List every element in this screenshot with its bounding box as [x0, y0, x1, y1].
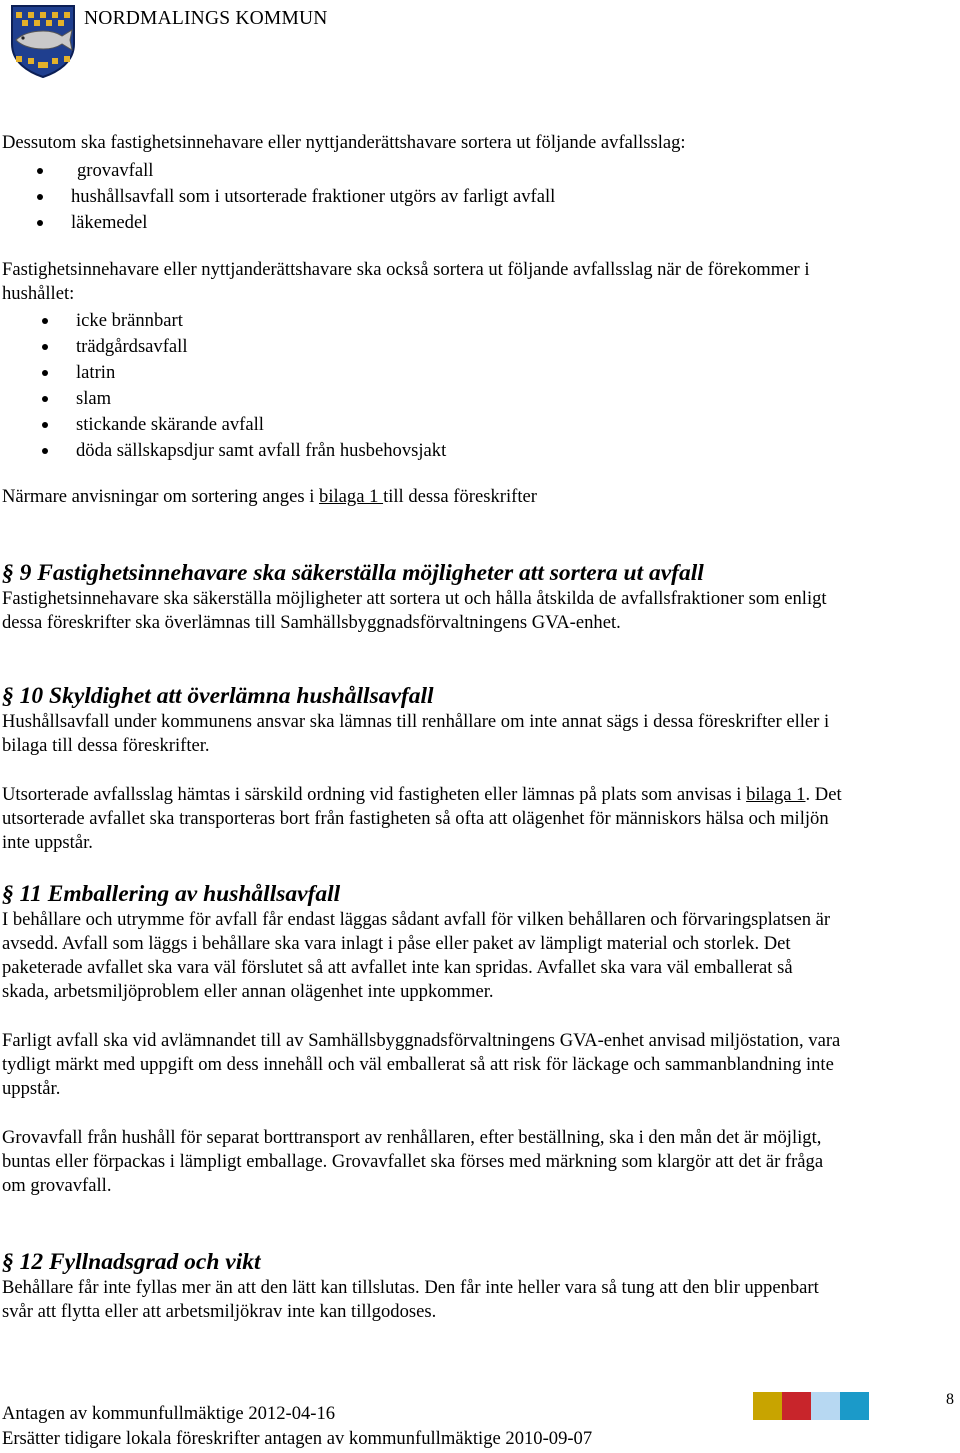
intro-paragraph: Dessutom ska fastighetsinnehavare eller nyttjanderättshavare sortera ut följande avfallsslag: — [2, 132, 686, 153]
organization-name: NORDMALINGS KOMMUN — [84, 8, 328, 29]
bilaga-1-link[interactable]: bilaga 1 — [319, 486, 384, 507]
section-9-heading: § 9 Fastighetsinnehavare ska säkerställa möjligheter att sortera ut avfall — [2, 560, 704, 586]
sorting-instructions-note: Närmare anvisningar om sortering anges i bilaga 1 till dessa föreskrifter — [2, 486, 537, 507]
list-item: latrin — [0, 360, 950, 386]
bullet-icon — [37, 168, 43, 174]
color-block-light-blue — [811, 1392, 840, 1420]
color-block-gold — [753, 1392, 782, 1420]
bullet-icon — [37, 220, 43, 226]
list-item: slam — [0, 386, 950, 412]
section-11-paragraph-2: Farligt avfall ska vid avlämnandet till av Samhällsbyggnadsförvaltningens GVA-enhet anvisad miljöstation, vara tydligt märkt med uppgift om dess innehåll och väl emballerat så att risk för läckage och sammanblandning inte uppstår. — [2, 1030, 841, 1099]
bullet-icon — [42, 422, 48, 428]
footer-replaces-note: Ersätter tidigare lokala föreskrifter antagen av kommunfullmäktige 2010-09-07 — [2, 1428, 593, 1449]
list-item: icke brännbart — [0, 308, 950, 334]
section-10-paragraph-1: Hushållsavfall under kommunens ansvar ska lämnas till renhållare om inte annat sägs i dessa föreskrifter eller i bilaga till dessa föreskrifter. — [2, 711, 830, 756]
sorting-list-additional — [0, 308, 950, 464]
section-11-paragraph-3: Grovavfall från hushåll för separat borttransport av renhållaren, efter beställning, ska i den mån det är möjligt, buntas eller förpackas i lämpligt emballage. Grovavfallet ska förses med märkning som klargör att det är fråga om grovavfall. — [2, 1127, 824, 1196]
section-10-heading: § 10 Skyldighet att överlämna hushållsavfall — [2, 683, 434, 709]
section-11-heading: § 11 Emballering av hushållsavfall — [2, 881, 341, 907]
list-item: stickande skärande avfall — [0, 412, 950, 438]
bullet-icon — [42, 370, 48, 376]
footer-adoption-date: Antagen av kommunfullmäktige 2012-04-16 — [2, 1403, 336, 1424]
page-number: 8 — [946, 1391, 954, 1408]
bullet-icon — [42, 344, 48, 350]
footer-color-bar — [753, 1392, 869, 1420]
list-item: läkemedel — [0, 210, 950, 236]
bilaga-1-link[interactable]: bilaga 1 — [746, 784, 806, 805]
additional-sorting-paragraph: Fastighetsinnehavare eller nyttjanderättshavare ska också sortera ut följande avfallsslag när de förekommer i hushållet: — [2, 259, 810, 304]
bullet-icon — [37, 194, 43, 200]
sorting-list-required — [0, 158, 950, 236]
bullet-icon — [42, 318, 48, 324]
list-item: döda sällskapsdjur samt avfall från husbehovsjakt — [0, 438, 950, 464]
list-item: hushållsavfall som i utsorterade fraktioner utgörs av farligt avfall — [0, 184, 950, 210]
list-item: trädgårdsavfall — [0, 334, 950, 360]
list-item: grovavfall — [0, 158, 950, 184]
section-10-paragraph-2: Utsorterade avfallsslag hämtas i särskild ordning vid fastigheten eller lämnas på plats som anvisas i bilaga 1. Det utsorterade avfallet ska transporteras bort från fastigheten så ofta att olägenhet för människors hälsa och miljön inte uppstår. — [2, 784, 842, 853]
section-12-heading: § 12 Fyllnadsgrad och vikt — [2, 1249, 261, 1275]
bullet-icon — [42, 396, 48, 402]
color-block-blue — [840, 1392, 869, 1420]
section-9-body: Fastighetsinnehavare ska säkerställa möjligheter att sortera ut och hålla åtskilda de avfallsfraktioner som enligt dessa föreskrifter ska överlämnas till Samhällsbyggnadsförvaltningens GVA-enhet. — [2, 588, 827, 633]
bullet-icon — [42, 448, 48, 454]
color-block-red — [782, 1392, 811, 1420]
municipal-crest-icon — [10, 4, 76, 78]
section-11-paragraph-1: I behållare och utrymme för avfall får endast läggas sådant avfall för vilken behållaren och förvaringsplatsen är avsedd. Avfall som läggs i behållare ska vara inlagt i påse eller paket av lämpligt material och storlek. Det paketerade avfallet ska vara väl förslutet så att avfallet inte kan spridas. Avfallet ska vara väl emballerat så skada, arbetsmiljöproblem eller annan olägenhet inte uppkommer. — [2, 909, 831, 1002]
section-12-body: Behållare får inte fyllas mer än att den lätt kan tillslutas. Den får inte heller vara så tung att den blir uppenbart svår att flytta eller att arbetsmiljökrav inte kan tillgodoses. — [2, 1277, 819, 1322]
